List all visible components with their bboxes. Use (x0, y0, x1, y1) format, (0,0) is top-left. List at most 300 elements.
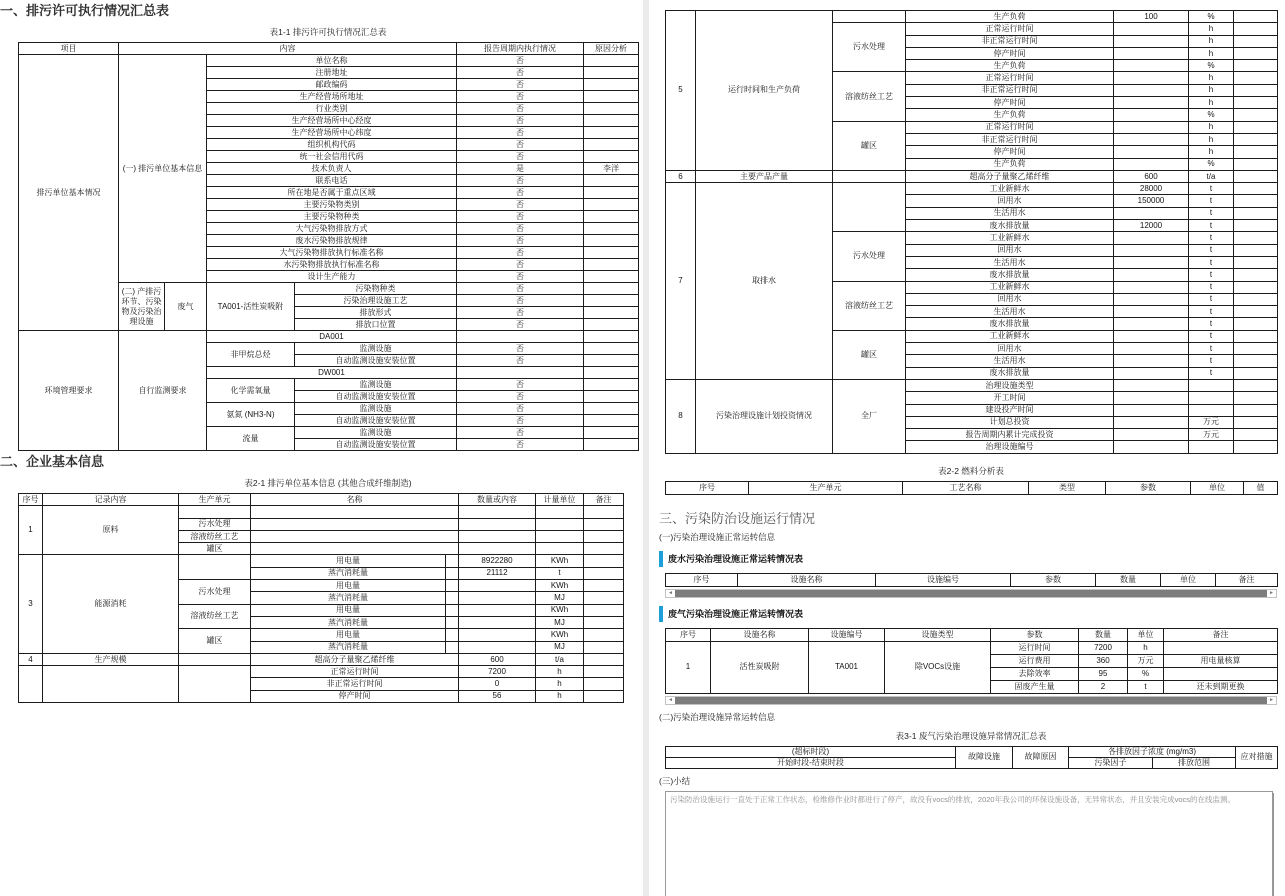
table-cell-empty (584, 259, 639, 271)
table-cell: 4 (19, 653, 43, 665)
table-cell: 水污染物排放执行标准名称 (207, 259, 457, 271)
table-cell-empty (1234, 72, 1278, 84)
table-cell-empty (1114, 392, 1189, 404)
table-cell-empty (584, 592, 624, 604)
table-cell: MJ (536, 616, 584, 628)
table-cell-empty (584, 629, 624, 641)
table-cell: 氨氮 (NH3-N) (207, 403, 295, 427)
table-cell: 备注 (584, 494, 624, 506)
fuel-analysis-table-grid (665, 481, 1278, 495)
table-cell-empty (1114, 84, 1189, 96)
table-cell: 用电量核算 (1164, 654, 1278, 667)
table-cell: 去除效率 (991, 667, 1079, 680)
table-cell-empty (1234, 232, 1278, 244)
table-cell-empty (446, 604, 459, 616)
table-cell: 注册地址 (207, 67, 457, 79)
table-cell-empty (179, 653, 251, 665)
table-cell-empty (1234, 183, 1278, 195)
exhaust-gas-table-title-text: 废气污染治理设施正常运转情况表 (668, 609, 804, 620)
table-cell: 0 (459, 678, 536, 690)
table-cell: 技术负责人 (207, 163, 457, 175)
table-cell: 否 (457, 355, 584, 367)
table-cell: h (1128, 641, 1164, 654)
table-cell-empty (1114, 330, 1189, 342)
table-cell: 序号 (666, 628, 711, 641)
table-cell: 排放范围 (1153, 757, 1236, 768)
table-cell: 是 (457, 163, 584, 175)
table-cell: t (1189, 318, 1234, 330)
table-cell: 生产负荷 (906, 60, 1114, 72)
table-cell: 否 (457, 259, 584, 271)
table-cell-empty (459, 580, 536, 592)
table-cell: 否 (457, 223, 584, 235)
table-cell: 统一社会信用代码 (207, 151, 457, 163)
table-cell-empty (1114, 121, 1189, 133)
table-cell: KWh (536, 555, 584, 567)
table-cell-empty (446, 592, 459, 604)
table-cell: t (1189, 207, 1234, 219)
table-cell-empty (251, 518, 459, 530)
table-cell: 溶液纺丝工艺 (179, 530, 251, 542)
table-cell-empty (459, 592, 536, 604)
table-cell-empty (1234, 170, 1278, 182)
table-cell-empty (584, 79, 639, 91)
enterprise-basic-info-table-continued (665, 10, 1285, 454)
table-cell: 正常运行时间 (906, 72, 1114, 84)
table-cell: t (1189, 232, 1234, 244)
table-cell: 污染治理设施工艺 (295, 295, 457, 307)
table-cell: 自动监测设施安装位置 (295, 355, 457, 367)
table-cell-empty (584, 331, 639, 343)
table-cell-empty (457, 331, 584, 343)
table-cell-empty (536, 518, 584, 530)
table-cell-empty (446, 641, 459, 653)
table-cell: 6 (666, 170, 696, 182)
scroll-left-button[interactable] (666, 590, 675, 597)
permit-execution-summary-table (18, 42, 643, 451)
table-cell: 生产规模 (43, 653, 179, 665)
table-cell-empty (584, 199, 639, 211)
summary-textbox (665, 791, 1273, 896)
table-cell: 数量 (1079, 628, 1128, 641)
wastewater-table-title-text: 废水污染治理设施正常运转情况表 (668, 554, 804, 565)
table-cell-empty (584, 355, 639, 367)
table-cell-empty (1234, 355, 1278, 367)
table-cell: 150000 (1114, 195, 1189, 207)
table-cell: 56 (459, 690, 536, 702)
table-cell-empty (833, 11, 906, 23)
table-cell: 工艺名称 (903, 481, 1029, 494)
table-cell-empty (1114, 404, 1189, 416)
table-cell: 否 (457, 295, 584, 307)
table-cell-empty (457, 367, 584, 379)
table-cell: t (1189, 195, 1234, 207)
table-cell-empty (1114, 72, 1189, 84)
table-cell: 类型 (1029, 481, 1106, 494)
table-cell: 超高分子量聚乙烯纤维 (251, 653, 459, 665)
table-cell-empty (584, 319, 639, 331)
table-cell: 建设投产时间 (906, 404, 1114, 416)
table-cell-empty (1234, 121, 1278, 133)
table-cell: 生产负荷 (906, 11, 1114, 23)
table-cell: 设施编号 (876, 573, 1011, 586)
table-cell-empty (1234, 306, 1278, 318)
table-cell-empty (459, 530, 536, 542)
table-2-2-caption: 表2-2 燃料分析表 (938, 465, 1004, 476)
table-cell: 万元 (1189, 429, 1234, 441)
table-cell: h (1189, 35, 1234, 47)
table-cell: t (1189, 367, 1234, 379)
table-cell: 否 (457, 391, 584, 403)
fuel-analysis-table (665, 481, 1285, 495)
table-cell: 生产经营场所中心纬度 (207, 127, 457, 139)
table-cell-empty (1114, 269, 1189, 281)
enterprise-basic-info-table-continued-grid (665, 10, 1278, 454)
table-cell-empty (1234, 97, 1278, 109)
table-cell: 生产单元 (179, 494, 251, 506)
table-cell: 邮政编码 (207, 79, 457, 91)
table-cell: 运行时间和生产负荷 (696, 11, 833, 171)
table-cell: 罐区 (833, 121, 906, 170)
table-cell-empty (1164, 641, 1278, 654)
table-cell: 工业新鲜水 (906, 232, 1114, 244)
table-cell-empty (584, 91, 639, 103)
scrollbar-thumb[interactable] (675, 697, 1267, 704)
table-cell: 否 (457, 427, 584, 439)
table-cell-empty (459, 604, 536, 616)
table-cell: 行业类别 (207, 103, 457, 115)
table-cell: 设计生产能力 (207, 271, 457, 283)
table-cell-empty (584, 555, 624, 567)
table-cell-empty (584, 379, 639, 391)
table-cell: t (1189, 293, 1234, 305)
table-cell: KWh (536, 604, 584, 616)
table-cell: t (1128, 680, 1164, 693)
enterprise-basic-info-table-grid (18, 493, 624, 703)
summary-text: 污染防治设施运行一直处于正常工作状态，检维修作业时都进行了停产，故没有vocs的排放，2020年我公司的环保设施设备，无异常状态，并且安装完成vocs的在线监测。 (670, 794, 1236, 804)
table-cell-empty (584, 666, 624, 678)
table-cell-empty (584, 391, 639, 403)
table-cell-empty (1114, 429, 1189, 441)
table-cell: 自动监测设施安装位置 (295, 439, 457, 451)
table-cell: 5 (666, 11, 696, 171)
table-cell: 污水处理 (179, 580, 251, 605)
table-cell-empty (584, 103, 639, 115)
table-3-1-caption: 表3-1 废气污染治理设施异常情况汇总表 (895, 730, 1047, 741)
table-cell-empty (584, 506, 624, 518)
table-cell: (超标时段) (666, 746, 956, 757)
table-cell: 蒸汽消耗量 (251, 616, 446, 628)
table-cell-empty (584, 616, 624, 628)
table-cell: 自动监测设施安装位置 (295, 391, 457, 403)
table-cell: 计划总投资 (906, 416, 1114, 428)
table-cell: 用电量 (251, 555, 446, 567)
table-cell: 否 (457, 403, 584, 415)
table-1-1-caption: 表1-1 排污许可执行情况汇总表 (269, 27, 387, 37)
table-cell: 7200 (1079, 641, 1128, 654)
table-cell: KWh (536, 629, 584, 641)
table-cell-empty (1114, 109, 1189, 121)
scroll-right-button[interactable] (1267, 590, 1276, 597)
table-cell-empty (251, 530, 459, 542)
table-cell-empty (1114, 293, 1189, 305)
table-cell-empty (1114, 158, 1189, 170)
table-cell: 报告周期内执行情况 (457, 43, 584, 55)
table-cell: 回用水 (906, 293, 1114, 305)
table-cell: 蒸汽消耗量 (251, 641, 446, 653)
table-cell-empty (1234, 429, 1278, 441)
wastewater-treatment-normal-operation-table-grid (665, 573, 1278, 587)
table-cell: 污水处理 (833, 232, 906, 281)
table-cell: % (1189, 158, 1234, 170)
table-cell: 超高分子量聚乙烯纤维 (906, 170, 1114, 182)
scroll-right-icon: ► (1269, 589, 1274, 596)
table-cell: MJ (536, 641, 584, 653)
table-cell-empty (1114, 355, 1189, 367)
table-cell: 非正常运行时间 (251, 678, 459, 690)
table-cell: 废水排放量 (906, 367, 1114, 379)
table-cell-empty (1234, 109, 1278, 121)
table-cell: 工业新鲜水 (906, 281, 1114, 293)
table-cell: 环境管理要求 (19, 331, 119, 451)
table-cell-empty (1114, 232, 1189, 244)
table-cell: 蒸汽消耗量 (251, 567, 446, 579)
table-cell: 用电量 (251, 580, 446, 592)
table-cell: (二) 产排污环节、污染物及污染治理设施 (119, 283, 165, 331)
table-cell: 设施名称 (738, 573, 876, 586)
table-cell: 正常运行时间 (251, 666, 459, 678)
table-cell: 内容 (119, 43, 457, 55)
table-cell: 95 (1079, 667, 1128, 680)
table-cell-empty (446, 629, 459, 641)
table-cell: 原因分析 (584, 43, 639, 55)
table-cell-empty (1234, 146, 1278, 158)
subsection-2-label: (二)污染治理设施异常运转信息 (659, 711, 776, 722)
table-cell: TA001-活性炭吸附 (207, 283, 295, 331)
table-cell: 600 (459, 653, 536, 665)
scroll-right-button[interactable] (1267, 697, 1276, 704)
table-cell-empty (1189, 441, 1234, 453)
horizontal-scrollbar[interactable] (665, 589, 1277, 598)
table-cell-empty (1234, 281, 1278, 293)
table-cell: 1 (19, 506, 43, 555)
table-cell: 万元 (1189, 416, 1234, 428)
table-cell-empty (459, 543, 536, 555)
table-cell-empty (584, 427, 639, 439)
blue-accent-bar-icon (659, 551, 663, 567)
table-cell: 8922280 (459, 555, 536, 567)
table-cell-empty (584, 211, 639, 223)
table-cell: 7200 (459, 666, 536, 678)
table-cell: 7 (666, 183, 696, 380)
table-cell: 开工时间 (906, 392, 1114, 404)
table-cell: 12000 (1114, 220, 1189, 232)
table-cell: 罐区 (179, 629, 251, 654)
table-cell-empty (179, 666, 251, 703)
scroll-left-icon: ◄ (668, 696, 673, 703)
table-cell-empty (584, 543, 624, 555)
table-cell: h (1189, 133, 1234, 145)
table-cell: 备注 (1216, 573, 1278, 586)
table-cell: 各排放因子浓度 (mg/m3) (1069, 746, 1236, 757)
table-cell-empty (833, 170, 906, 182)
table-cell: 否 (457, 379, 584, 391)
table-cell: t (1189, 330, 1234, 342)
table-cell: 活性炭吸附 (711, 641, 809, 693)
table-cell: 28000 (1114, 183, 1189, 195)
table-cell-empty (584, 67, 639, 79)
table-cell-empty (1234, 441, 1278, 453)
table-cell: 停产时间 (906, 97, 1114, 109)
table-cell: 除VOCs设施 (885, 641, 991, 693)
table-cell: % (1189, 60, 1234, 72)
table-cell: 停产时间 (906, 47, 1114, 59)
table-cell-empty (1234, 392, 1278, 404)
table-cell-empty (1234, 158, 1278, 170)
table-cell: 工业新鲜水 (906, 183, 1114, 195)
table-cell-empty (584, 247, 639, 259)
table-cell-empty (584, 530, 624, 542)
table-cell-empty (459, 518, 536, 530)
blue-accent-bar-icon (659, 606, 663, 622)
table-cell: 否 (457, 127, 584, 139)
table-cell-empty (459, 641, 536, 653)
table-cell: 排污单位基本情况 (19, 55, 119, 331)
table-cell: 否 (457, 67, 584, 79)
table-cell: 用电量 (251, 629, 446, 641)
table-cell: 大气污染物排放方式 (207, 223, 457, 235)
table-cell: 应对措施 (1236, 746, 1278, 768)
table-cell: h (536, 666, 584, 678)
table-cell-empty (584, 604, 624, 616)
table-cell: 参数 (991, 628, 1079, 641)
table-cell-empty (584, 678, 624, 690)
table-cell: 正常运行时间 (906, 121, 1114, 133)
table-cell-empty (1114, 343, 1189, 355)
table-cell-empty (1234, 220, 1278, 232)
table-cell: 罐区 (833, 330, 906, 379)
table-cell-empty (1114, 256, 1189, 268)
table-cell: t (536, 567, 584, 579)
table-cell: t (1189, 183, 1234, 195)
table-2-1-caption: 表2-1 排污单位基本信息 (其他合成纤维制造) (244, 478, 412, 488)
table-cell: 监测设施 (295, 427, 457, 439)
scroll-left-icon: ◄ (668, 589, 673, 596)
table-cell-empty (584, 295, 639, 307)
table-cell: 非甲烷总烃 (207, 343, 295, 367)
table-cell: t/a (536, 653, 584, 665)
table-cell: 停产时间 (251, 690, 459, 702)
table-cell-empty (459, 506, 536, 518)
table-cell-empty (536, 506, 584, 518)
table-cell: 否 (457, 271, 584, 283)
table-cell: 项目 (19, 43, 119, 55)
table-cell-empty (1234, 23, 1278, 35)
section-2-heading: 二、企业基本信息 (0, 454, 105, 469)
table-cell: h (1189, 146, 1234, 158)
table-cell: 废气 (165, 283, 207, 331)
table-cell: 100 (1114, 11, 1189, 23)
table-cell: 废水排放量 (906, 220, 1114, 232)
table-cell: 21112 (459, 567, 536, 579)
table-cell: 非正常运行时间 (906, 133, 1114, 145)
table-cell: 单位 (1128, 628, 1164, 641)
table-cell: 名称 (251, 494, 459, 506)
table-cell: t (1189, 343, 1234, 355)
table-cell: 废水排放量 (906, 318, 1114, 330)
table-cell: 流量 (207, 427, 295, 451)
table-cell: 罐区 (179, 543, 251, 555)
table-cell: 故障原因 (1013, 746, 1069, 768)
table-cell: 报告周期内累计完成投资 (906, 429, 1114, 441)
table-cell-empty (1234, 244, 1278, 256)
table-cell-empty (1234, 343, 1278, 355)
exhaust-gas-table-title (659, 606, 1285, 622)
table-cell: 自动监测设施安装位置 (295, 415, 457, 427)
section-1-heading: 一、排污许可执行情况汇总表 (0, 3, 170, 18)
table-cell: 自行监测要求 (119, 331, 207, 451)
scroll-left-button[interactable] (666, 697, 675, 704)
table-cell: 溶液纺丝工艺 (833, 281, 906, 330)
table-cell-empty (536, 543, 584, 555)
table-cell: 生活用水 (906, 256, 1114, 268)
table-cell-empty (1114, 23, 1189, 35)
table-cell: t (1189, 256, 1234, 268)
table-cell: 万元 (1128, 654, 1164, 667)
scrollbar-thumb[interactable] (675, 590, 1267, 597)
table-cell: 污染因子 (1069, 757, 1153, 768)
table-cell: 化学需氧量 (207, 379, 295, 403)
table-cell-empty (459, 629, 536, 641)
table-cell: 所在地是否属于重点区域 (207, 187, 457, 199)
table-cell-empty (1114, 416, 1189, 428)
table-cell: 序号 (19, 494, 43, 506)
table-cell: % (1189, 11, 1234, 23)
table-cell: 否 (457, 115, 584, 127)
table-cell: 单位 (1161, 573, 1216, 586)
table-cell-empty (1234, 404, 1278, 416)
table-cell-empty (584, 518, 624, 530)
table-cell: h (536, 690, 584, 702)
table-cell: 主要污染物种类 (207, 211, 457, 223)
table-cell: 否 (457, 235, 584, 247)
table-cell-empty (1234, 47, 1278, 59)
table-cell-empty (446, 555, 459, 567)
table-cell: 设施类型 (885, 628, 991, 641)
table-cell-empty (584, 690, 624, 702)
table-cell: 600 (1114, 170, 1189, 182)
table-cell-empty (584, 580, 624, 592)
table-cell: 生活用水 (906, 207, 1114, 219)
table-cell: 运行费用 (991, 654, 1079, 667)
table-cell-empty (584, 271, 639, 283)
horizontal-scrollbar[interactable] (665, 696, 1277, 705)
table-cell: 生产负荷 (906, 158, 1114, 170)
table-cell-empty (1189, 392, 1234, 404)
table-cell: 1 (666, 641, 711, 693)
table-cell: 治理设施编号 (906, 441, 1114, 453)
table-cell-empty (584, 187, 639, 199)
permit-execution-summary-table-grid (18, 42, 639, 451)
table-cell: MJ (536, 592, 584, 604)
table-cell: 废水排放量 (906, 269, 1114, 281)
table-cell: 否 (457, 247, 584, 259)
scroll-right-icon: ► (1269, 696, 1274, 703)
table-cell: 污染治理设施计划投资情况 (696, 379, 833, 453)
table-cell: % (1128, 667, 1164, 680)
table-cell-empty (1114, 367, 1189, 379)
table-cell-empty (584, 367, 639, 379)
